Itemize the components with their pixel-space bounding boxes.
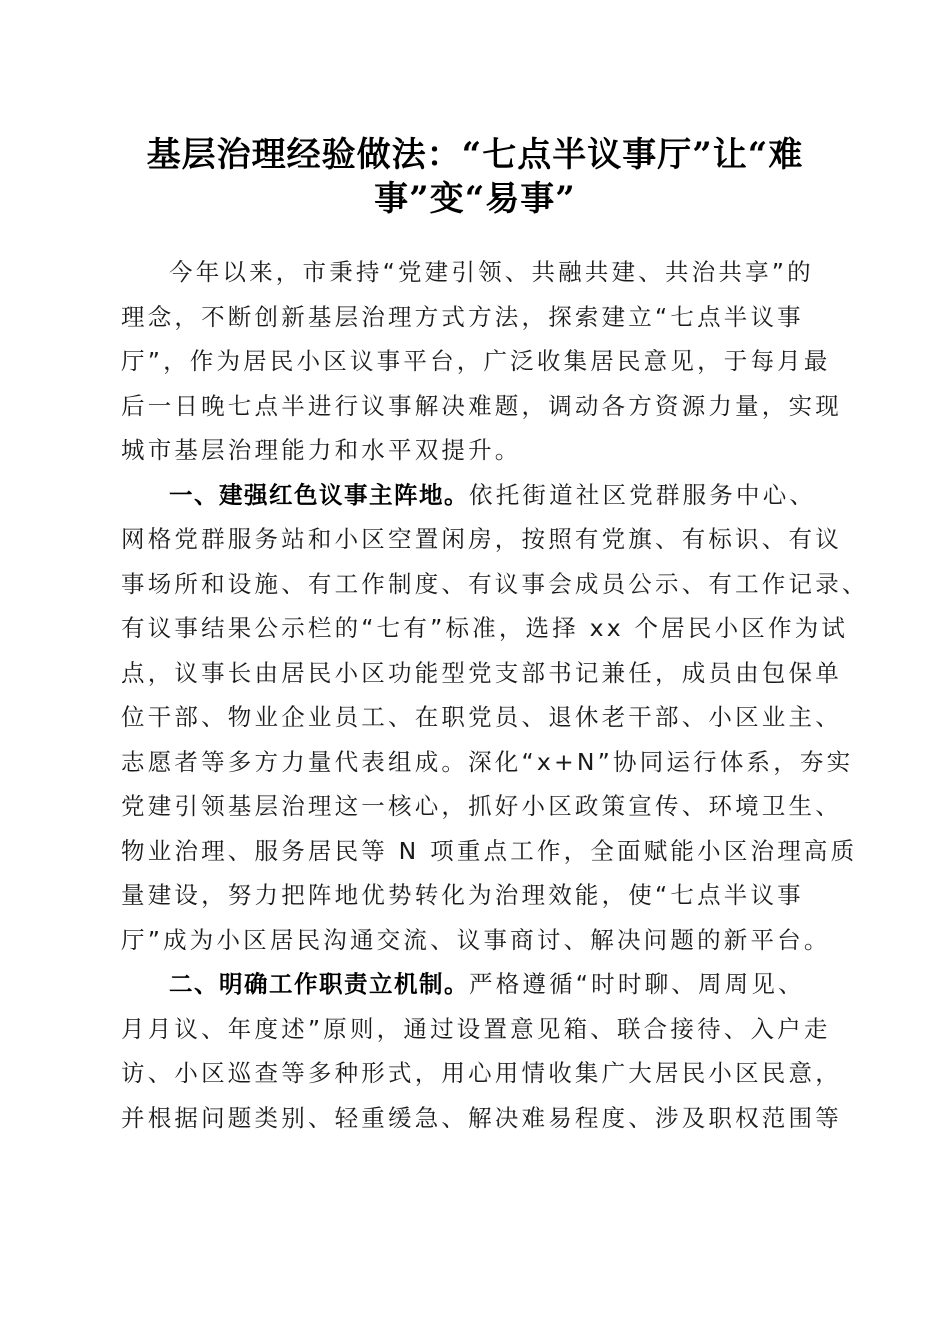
paragraph-line: 今年以来，市秉持“党建引领、共融共建、共治共享”的	[169, 258, 814, 286]
paragraph-line: 量建设，努力把阵地优势转化为治理效能，使“七点半议事	[121, 881, 804, 909]
paragraph-line: 访、小区巡查等多种形式，用心用情收集广大居民小区民意，	[121, 1059, 842, 1087]
paragraph-text: 严格遵循“时时聊、周周见、	[469, 970, 805, 998]
paragraph-first-line	[121, 962, 841, 1007]
paragraph-line: 点，议事长由居民小区功能型党支部书记兼任，成员由包保单	[121, 658, 842, 687]
paragraph-line: 并根据问题类别、轻重缓急、解决难易程度、涉及职权范围等	[121, 1103, 842, 1132]
document-body	[121, 250, 869, 1140]
document-title	[100, 133, 850, 221]
section-heading-2: 二、明确工作职责立机制。	[169, 970, 469, 998]
paragraph-line: 位干部、物业企业员工、在职党员、退休老干部、小区业主、	[121, 703, 842, 731]
section-heading-1: 一、建强红色议事主阵地。	[169, 480, 469, 509]
paragraph-line: 城市基层治理能力和水平双提升。	[121, 436, 522, 464]
paragraph-line: 厅”，作为居民小区议事平台，广泛收集居民意见，于每月最	[121, 347, 831, 375]
paragraph-first-line	[121, 473, 841, 518]
paragraph-text: 依托街道社区党群服务中心、	[469, 480, 817, 509]
paragraph-line: 事场所和设施、有工作制度、有议事会成员公示、有工作记录、	[121, 569, 869, 598]
paragraph-section-2	[121, 962, 841, 1140]
paragraph-line: 月月议、年度述”原则，通过设置意见箱、联合接待、入户走	[121, 1014, 831, 1043]
paragraph-line: 厅”成为小区居民沟通交流、议事商讨、解决问题的新平台。	[121, 925, 831, 954]
paragraph-intro	[121, 250, 841, 473]
paragraph-line: 党建引领基层治理这一核心，抓好小区政策宣传、环境卫生、	[121, 792, 842, 820]
paragraph-line: 理念，不断创新基层治理方式方法，探索建立“七点半议事	[121, 302, 804, 331]
paragraph-line: 物业治理、服务居民等 N 项重点工作，全面赋能小区治理高质	[121, 836, 858, 865]
title-line-1: 基层治理经验做法：“七点半议事厅”让“难	[146, 135, 804, 175]
title-line-2: 事”变“易事”	[374, 179, 576, 219]
paragraph-line: 志愿者等多方力量代表组成。深化“x+N”协同运行体系，夯实	[121, 747, 854, 776]
paragraph-line: 有议事结果公示栏的“七有”标准，选择 xx 个居民小区作为试	[121, 614, 849, 642]
paragraph-section-1	[121, 473, 869, 963]
paragraph-line: 后一日晚七点半进行议事解决难题，调动各方资源力量，实现	[121, 391, 842, 420]
paragraph-line: 网格党群服务站和小区空置闲房，按照有党旗、有标识、有议	[121, 525, 842, 553]
